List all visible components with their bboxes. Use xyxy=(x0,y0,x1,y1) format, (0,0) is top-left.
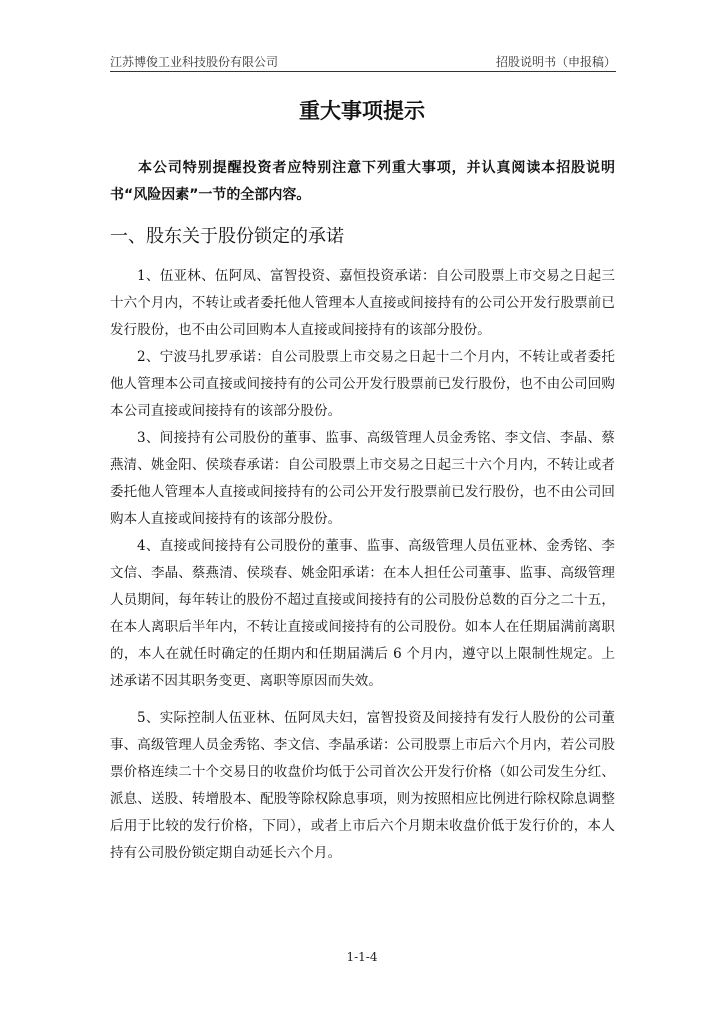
section-heading: 一、股东关于股份锁定的承诺 xyxy=(110,226,344,247)
page-header xyxy=(110,51,616,72)
commitment-paragraph-4: 4、直接或间接持有公司股份的董事、监事、高级管理人员伍亚林、金秀铭、李文信、李晶、蔡燕清、侯琰春、姚金阳承诺：在本人担任公司董事、监事、高级管理人员期间，每年转让的股份不超过直接或间接持有的公司股份总数的百分之二十五，在本人离职后半年内，不转让直接或间接持有的公司股份。如本人在任期届满前离职的，本人在就任时确定的任期内和任期届满后 6 个月内，遵守以上限制性规定。上述承诺不因其职务变更、离职等原因而失效。 xyxy=(110,538,615,689)
header-document-type: 招股说明书（申报稿） xyxy=(495,55,616,69)
commitment-paragraph-2: 2、宁波马扎罗承诺：自公司股票上市交易之日起十二个月内，不转让或者委托他人管理本公司直接或间接持有的公司公开发行股票前已发行股份，也不由公司回购本公司直接或间接持有的该部分股份。 xyxy=(110,349,615,419)
commitment-paragraph-3: 3、间接持有公司股份的董事、监事、高级管理人员金秀铭、李文信、李晶、蔡燕清、姚金阳、侯琰春承诺：自公司股票上市交易之日起三十六个月内，不转让或者委托他人管理本人直接或间接持有的公司公开发行股票前已发行股份，也不由公司回购本人直接或间接持有的该部分股份。 xyxy=(110,430,615,527)
intro-notice: 本公司特别提醒投资者应特别注意下列重大事项，并认真阅读本招股说明书“风险因素”一节的全部内容。 xyxy=(110,160,615,203)
commitment-paragraph-1: 1、伍亚林、伍阿凤、富智投资、嘉恒投资承诺：自公司股票上市交易之日起三十六个月内，不转让或者委托他人管理本人直接或间接持有的公司公开发行股票前已发行股份，也不由公司回购本人直接或间接持有的该部分股份。 xyxy=(110,268,615,338)
page-number: 1-1-4 xyxy=(346,950,378,964)
header-company-name: 江苏博俊工业科技股份有限公司 xyxy=(110,55,279,69)
document-body xyxy=(110,155,615,867)
page-title: 重大事项提示 xyxy=(299,99,425,123)
commitment-paragraph-5: 5、实际控制人伍亚林、伍阿凤夫妇，富智投资及间接持有发行人股份的公司董事、高级管理人员金秀铭、李文信、李晶承诺：公司股票上市后六个月内，若公司股票价格连续二十个交易日的收盘价均低于公司首次公开发行价格（如公司发生分红、派息、送股、转增股本、配股等除权除息事项，则为按照相应比例进行除权除息调整后用于比较的发行价格，下同），或者上市后六个月期末收盘价低于发行价的，本人持有公司股份锁定期自动延长六个月。 xyxy=(110,710,615,861)
